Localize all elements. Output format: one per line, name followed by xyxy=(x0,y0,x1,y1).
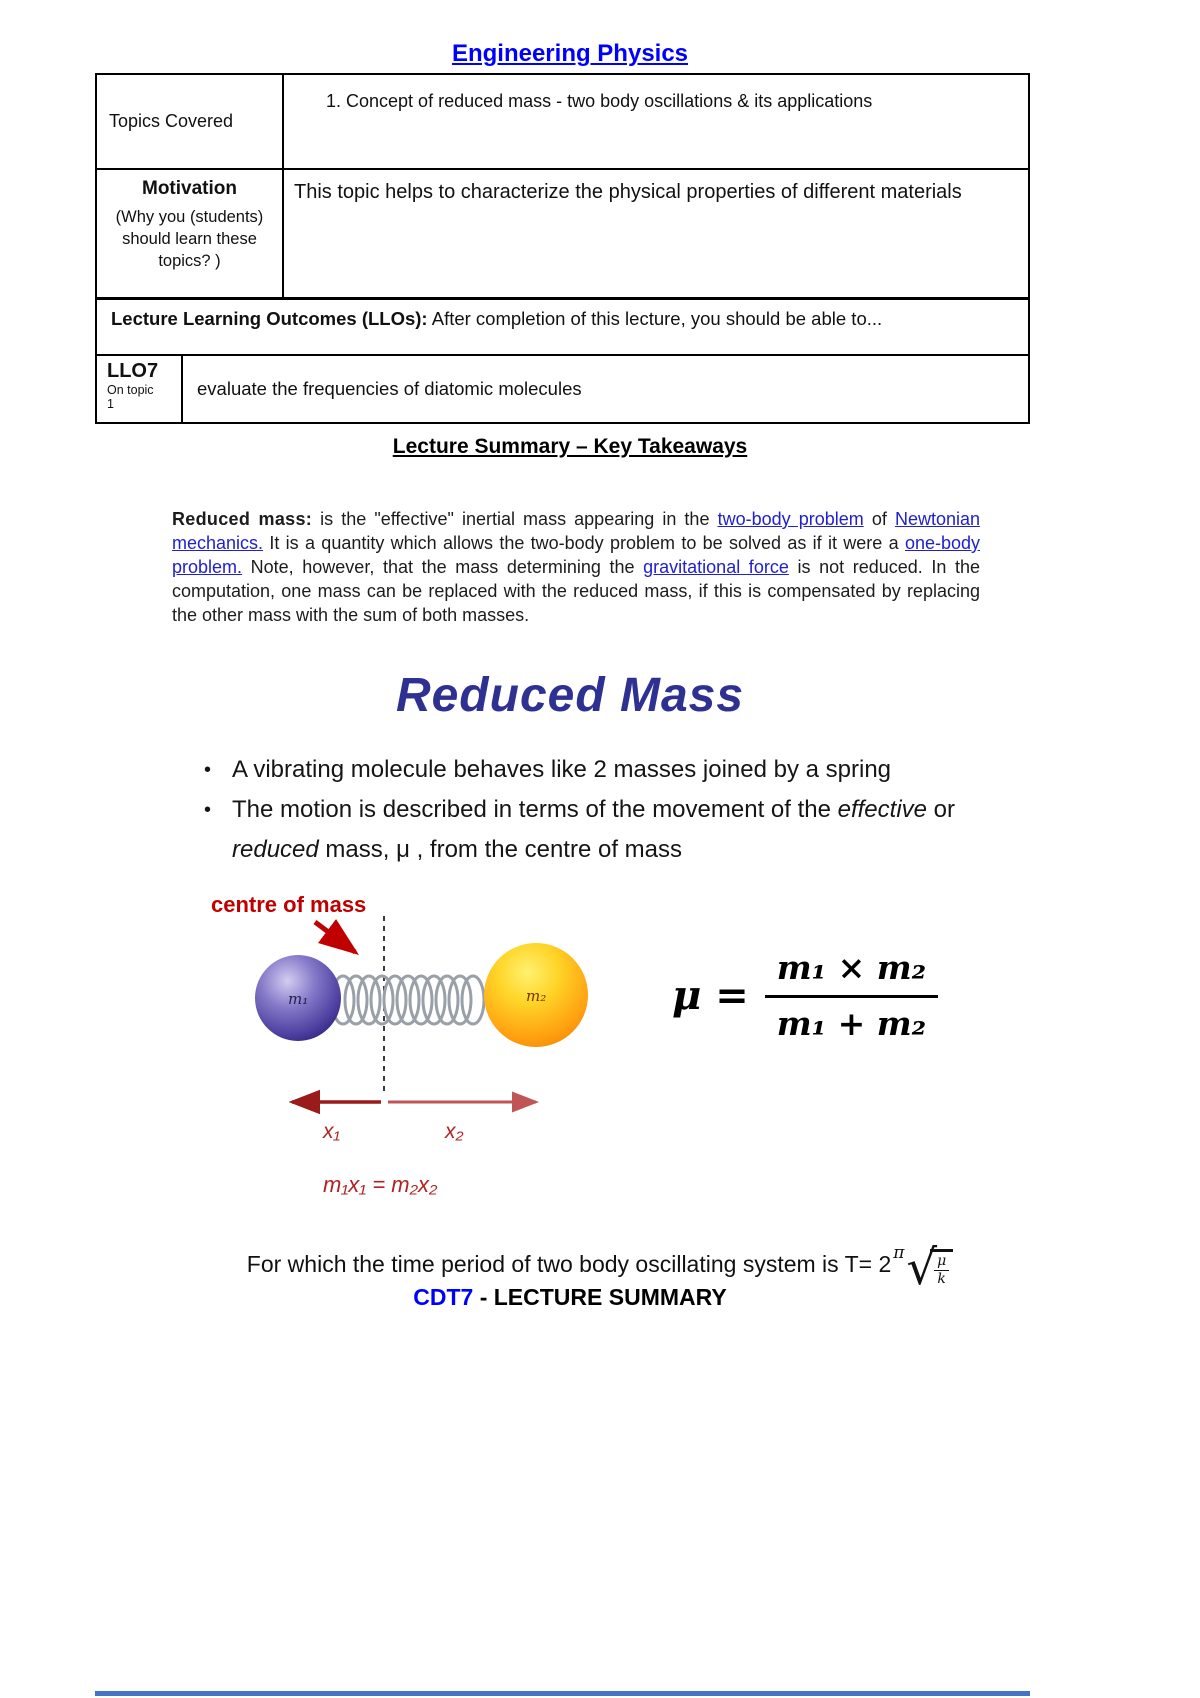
bullet-text: or xyxy=(927,796,956,823)
link-newtonian-mechanics[interactable]: Newtonian mechanics. xyxy=(172,509,981,553)
radicand-denominator: k xyxy=(937,1271,946,1287)
llo-code: LLO7 xyxy=(107,360,159,382)
spring xyxy=(332,976,484,1024)
x1-label: x₁ xyxy=(323,1120,341,1143)
llo-on-topic: On topic xyxy=(107,383,154,397)
table-row xyxy=(97,75,1028,170)
bottom-blue-bar xyxy=(95,1691,1030,1696)
slide-bullet-list xyxy=(200,750,980,870)
motivation-cell xyxy=(97,170,284,297)
formula-fraction xyxy=(765,948,938,1043)
topics-covered-label: Topics Covered xyxy=(97,75,284,168)
sqrt-icon: √ xyxy=(906,1240,938,1296)
list-item xyxy=(200,790,980,870)
formula-numerator: m₁ × m₂ xyxy=(765,948,938,998)
lecture-summary-heading: Lecture Summary – Key Takeaways xyxy=(392,435,748,458)
cdt-rest: - LECTURE SUMMARY xyxy=(473,1284,727,1310)
bullet-text: A vibrating molecule behaves like 2 masses joined by a spring xyxy=(232,756,892,783)
llo-topic-number: 1 xyxy=(107,397,114,411)
paragraph-text: of xyxy=(863,509,895,529)
table-row xyxy=(97,356,1028,422)
bullet-text: mass, μ , from the centre of mass xyxy=(318,836,683,863)
table-row xyxy=(97,300,1028,356)
topics-covered-value: 1. Concept of reduced mass - two body oscillations & its applications xyxy=(326,91,873,111)
llo-header-rest: After completion of this lecture, you should be able to... xyxy=(427,308,883,329)
reduced-mass-slide-heading: Reduced Mass xyxy=(395,669,745,722)
paragraph-text: It is a quantity which allows the two-body problem to be solved as if it were a xyxy=(263,533,905,553)
formula-denominator: m₁ + m₂ xyxy=(776,1004,927,1043)
llo-header-cell xyxy=(97,300,1028,354)
bullet-italic: reduced xyxy=(232,836,319,863)
paragraph-text: is the "effective" inertial mass appearing in the xyxy=(312,509,718,529)
mass1-label: m₁ xyxy=(288,990,309,1008)
bullet-text: The motion is described in terms of the movement of the xyxy=(232,796,838,823)
motivation-subtext: (Why you (students) should learn these topics? ) xyxy=(115,208,264,270)
link-gravitational-force[interactable]: gravitational force xyxy=(643,557,789,577)
pi-exponent: π xyxy=(893,1243,905,1263)
motivation-label: Motivation xyxy=(142,178,237,199)
paragraph-text: is not reduced. In the computation, one mass can be replaced with the reduced mass, if this is compensated by replacing the other mass with the sum of both masses. xyxy=(172,557,981,625)
link-one-body-problem[interactable]: one-body problem. xyxy=(172,533,980,577)
cdt-summary-line xyxy=(0,1284,1140,1311)
time-period-text: For which the time period of two body oscillating system is T= 2 xyxy=(246,1251,892,1277)
paragraph-text: Note, however, that the mass determining the xyxy=(242,557,644,577)
mass2-label: m₂ xyxy=(526,987,547,1005)
llo-value: evaluate the frequencies of diatomic molecules xyxy=(197,378,582,399)
centre-of-mass-label: centre of mass xyxy=(211,892,367,917)
motivation-value: This topic helps to characterize the physical properties of different materials xyxy=(294,181,962,203)
paragraph-lead: Reduced mass: xyxy=(172,509,313,529)
reduced-mass-paragraph xyxy=(172,507,980,627)
balance-equation: m₁x₁ = m₂x₂ xyxy=(323,1172,438,1197)
centre-of-mass-arrow xyxy=(315,922,355,952)
llo-header-bold: Lecture Learning Outcomes (LLOs): xyxy=(111,308,428,329)
cdt-code: CDT7 xyxy=(413,1284,474,1310)
table-row xyxy=(97,170,1028,300)
radicand-fraction xyxy=(930,1249,953,1287)
radicand-numerator: μ xyxy=(934,1254,949,1271)
bullet-italic: effective xyxy=(837,796,928,823)
page-title: Engineering Physics xyxy=(451,40,689,67)
lecture-info-table xyxy=(95,73,1030,424)
llo-code-cell xyxy=(97,356,183,422)
reduced-mass-diagram xyxy=(185,880,605,1210)
x2-label: x₂ xyxy=(445,1120,464,1143)
time-period-statement xyxy=(0,1240,1200,1296)
link-two-body-problem[interactable]: two-body problem xyxy=(717,509,864,529)
list-item xyxy=(200,750,980,790)
reduced-mass-formula xyxy=(672,948,938,1043)
formula-lhs: μ = xyxy=(672,972,749,1019)
